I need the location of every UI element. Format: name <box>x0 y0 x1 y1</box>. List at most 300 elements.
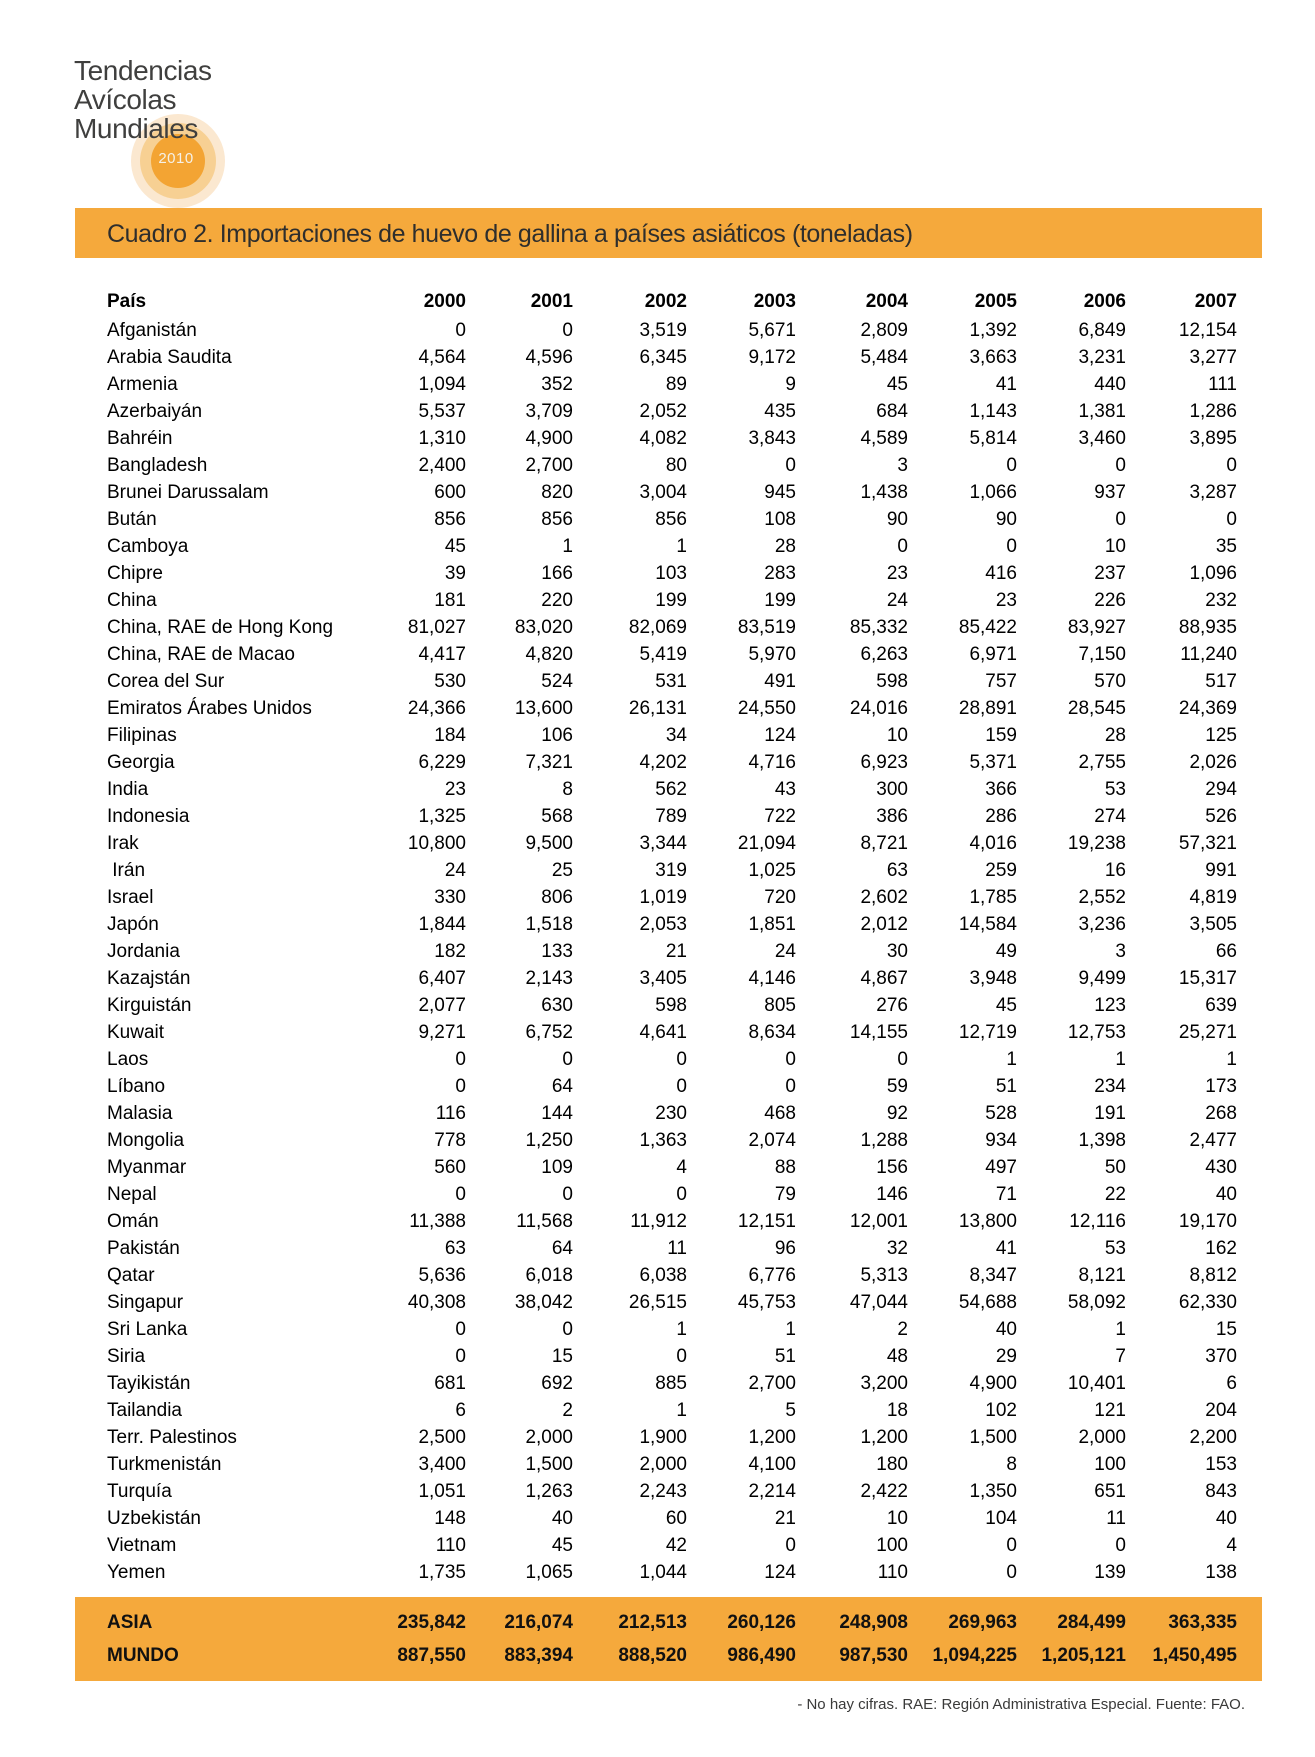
value-cell: 528 <box>985 1102 1017 1124</box>
value-cell: 1,094 <box>418 373 466 395</box>
value-cell: 66 <box>1215 940 1237 962</box>
country-cell: Israel <box>107 886 154 908</box>
table-row <box>107 857 1237 884</box>
table-header-row <box>107 286 1237 317</box>
value-cell: 10 <box>886 1507 908 1529</box>
value-cell: 21,094 <box>737 832 796 854</box>
value-cell: 63 <box>886 859 908 881</box>
value-cell: 2 <box>562 1399 573 1421</box>
value-cell: 103 <box>655 562 687 584</box>
value-cell: 283 <box>764 562 796 584</box>
value-cell: 62,330 <box>1178 1291 1237 1313</box>
value-cell: 191 <box>1094 1102 1126 1124</box>
value-cell: 5,636 <box>418 1264 466 1286</box>
totals-value-cell: 883,394 <box>504 1644 573 1666</box>
table-row <box>107 992 1237 1019</box>
value-cell: 3,236 <box>1078 913 1126 935</box>
value-cell: 4,819 <box>1189 886 1237 908</box>
value-cell: 100 <box>876 1534 908 1556</box>
value-cell: 856 <box>541 508 573 530</box>
value-cell: 6,776 <box>748 1264 796 1286</box>
table-row <box>107 641 1237 668</box>
table-row <box>107 1181 1237 1208</box>
value-cell: 2,809 <box>860 319 908 341</box>
table-row <box>107 452 1237 479</box>
value-cell: 4,016 <box>969 832 1017 854</box>
value-cell: 166 <box>541 562 573 584</box>
value-cell: 366 <box>985 778 1017 800</box>
value-cell: 11,388 <box>409 1210 466 1232</box>
value-cell: 3 <box>1115 940 1126 962</box>
value-cell: 12,116 <box>1069 1210 1126 1232</box>
table-row <box>107 1478 1237 1505</box>
value-cell: 3,004 <box>639 481 687 503</box>
value-cell: 0 <box>676 1048 687 1070</box>
country-cell: Azerbaiyán <box>107 400 203 422</box>
value-cell: 820 <box>541 481 573 503</box>
value-cell: 3,663 <box>969 346 1017 368</box>
country-cell: India <box>107 778 149 800</box>
value-cell: 23 <box>444 778 466 800</box>
value-cell: 1,363 <box>639 1129 687 1151</box>
value-cell: 2,602 <box>860 886 908 908</box>
value-cell: 1,200 <box>860 1426 908 1448</box>
value-cell: 23 <box>886 562 908 584</box>
value-cell: 1,263 <box>525 1480 573 1502</box>
value-cell: 88,935 <box>1178 616 1237 638</box>
value-cell: 4 <box>676 1156 687 1178</box>
value-cell: 45 <box>551 1534 573 1556</box>
country-cell: Camboya <box>107 535 189 557</box>
value-cell: 4,900 <box>525 427 573 449</box>
value-cell: 286 <box>985 805 1017 827</box>
logo-line-1: Tendencias <box>74 55 212 86</box>
value-cell: 1,900 <box>639 1426 687 1448</box>
column-header-country: País <box>107 290 147 312</box>
value-cell: 1 <box>676 1318 687 1340</box>
value-cell: 517 <box>1205 670 1237 692</box>
value-cell: 35 <box>1215 535 1237 557</box>
value-cell: 108 <box>764 508 796 530</box>
value-cell: 24,550 <box>737 697 796 719</box>
value-cell: 319 <box>655 859 687 881</box>
value-cell: 29 <box>995 1345 1017 1367</box>
value-cell: 1,096 <box>1189 562 1237 584</box>
value-cell: 0 <box>1115 508 1126 530</box>
value-cell: 6,752 <box>525 1021 573 1043</box>
value-cell: 2,012 <box>860 913 908 935</box>
value-cell: 4,867 <box>860 967 908 989</box>
table-body <box>107 317 1237 1586</box>
value-cell: 79 <box>774 1183 796 1205</box>
table-row <box>107 479 1237 506</box>
value-cell: 1,288 <box>860 1129 908 1151</box>
table-row <box>107 695 1237 722</box>
value-cell: 2,755 <box>1078 751 1126 773</box>
totals-value-cell: 235,842 <box>397 1611 466 1633</box>
value-cell: 4,082 <box>639 427 687 449</box>
value-cell: 0 <box>785 1048 796 1070</box>
value-cell: 0 <box>455 1183 466 1205</box>
country-cell: Vietnam <box>107 1534 177 1556</box>
value-cell: 5 <box>785 1399 796 1421</box>
value-cell: 3,519 <box>639 319 687 341</box>
value-cell: 2,500 <box>418 1426 466 1448</box>
value-cell: 0 <box>897 535 908 557</box>
value-cell: 162 <box>1205 1237 1237 1259</box>
value-cell: 82,069 <box>628 616 687 638</box>
value-cell: 6,971 <box>969 643 1017 665</box>
value-cell: 32 <box>886 1237 908 1259</box>
table-row <box>107 911 1237 938</box>
value-cell: 12,719 <box>958 1021 1017 1043</box>
value-cell: 49 <box>995 940 1017 962</box>
value-cell: 64 <box>551 1075 573 1097</box>
value-cell: 7,150 <box>1078 643 1126 665</box>
value-cell: 109 <box>541 1156 573 1178</box>
value-cell: 440 <box>1094 373 1126 395</box>
country-cell: China, RAE de Hong Kong <box>107 616 334 638</box>
value-cell: 0 <box>676 1345 687 1367</box>
value-cell: 34 <box>665 724 687 746</box>
value-cell: 2,077 <box>418 994 466 1016</box>
value-cell: 146 <box>876 1183 908 1205</box>
value-cell: 8,721 <box>860 832 908 854</box>
country-cell: Tayikistán <box>107 1372 191 1394</box>
value-cell: 692 <box>541 1372 573 1394</box>
value-cell: 25 <box>551 859 573 881</box>
value-cell: 524 <box>541 670 573 692</box>
column-header-year: 2001 <box>530 290 573 312</box>
value-cell: 1,392 <box>969 319 1017 341</box>
value-cell: 10,401 <box>1067 1372 1126 1394</box>
value-cell: 100 <box>1094 1453 1126 1475</box>
value-cell: 24,369 <box>1178 697 1237 719</box>
value-cell: 58,092 <box>1067 1291 1126 1313</box>
country-cell: Laos <box>107 1048 149 1070</box>
value-cell: 856 <box>655 508 687 530</box>
value-cell: 232 <box>1205 589 1237 611</box>
value-cell: 1,500 <box>969 1426 1017 1448</box>
value-cell: 60 <box>665 1507 687 1529</box>
value-cell: 2,052 <box>639 400 687 422</box>
value-cell: 806 <box>541 886 573 908</box>
value-cell: 530 <box>434 670 466 692</box>
value-cell: 22 <box>1104 1183 1126 1205</box>
value-cell: 3,405 <box>639 967 687 989</box>
country-cell: Armenia <box>107 373 178 395</box>
value-cell: 2,552 <box>1078 886 1126 908</box>
value-cell: 102 <box>985 1399 1017 1421</box>
value-cell: 88 <box>774 1156 796 1178</box>
value-cell: 0 <box>455 1048 466 1070</box>
value-cell: 5,371 <box>969 751 1017 773</box>
table-row <box>107 371 1237 398</box>
value-cell: 4,900 <box>969 1372 1017 1394</box>
value-cell: 416 <box>985 562 1017 584</box>
value-cell: 3,231 <box>1078 346 1126 368</box>
value-cell: 153 <box>1205 1453 1237 1475</box>
value-cell: 13,600 <box>514 697 573 719</box>
value-cell: 4,596 <box>525 346 573 368</box>
logo-line-3: Mundiales <box>74 113 199 144</box>
logo-wordmark <box>74 56 212 143</box>
value-cell: 230 <box>655 1102 687 1124</box>
value-cell: 2,026 <box>1189 751 1237 773</box>
value-cell: 560 <box>434 1156 466 1178</box>
value-cell: 0 <box>562 1318 573 1340</box>
value-cell: 104 <box>985 1507 1017 1529</box>
value-cell: 1 <box>1226 1048 1237 1070</box>
value-cell: 38,042 <box>514 1291 573 1313</box>
value-cell: 1,310 <box>418 427 466 449</box>
value-cell: 54,688 <box>958 1291 1017 1313</box>
value-cell: 468 <box>764 1102 796 1124</box>
value-cell: 5,814 <box>969 427 1017 449</box>
value-cell: 1,250 <box>525 1129 573 1151</box>
country-cell: Yemen <box>107 1561 166 1583</box>
table-title: Cuadro 2. Importaciones de huevo de gallina a países asiáticos (toneladas) <box>107 220 913 248</box>
value-cell: 5,419 <box>639 643 687 665</box>
value-cell: 2,214 <box>748 1480 796 1502</box>
imports-table <box>107 286 1237 1586</box>
value-cell: 57,321 <box>1178 832 1237 854</box>
totals-value-cell: 363,335 <box>1168 1611 1237 1633</box>
value-cell: 3,843 <box>748 427 796 449</box>
value-cell: 6,018 <box>525 1264 573 1286</box>
value-cell: 991 <box>1205 859 1237 881</box>
table-row <box>107 749 1237 776</box>
value-cell: 111 <box>1208 373 1237 395</box>
value-cell: 0 <box>1115 1534 1126 1556</box>
value-cell: 83,519 <box>737 616 796 638</box>
value-cell: 4,641 <box>639 1021 687 1043</box>
totals-value-cell: 888,520 <box>618 1644 687 1666</box>
country-cell: Omán <box>107 1210 159 1232</box>
value-cell: 2,700 <box>525 454 573 476</box>
value-cell: 4,146 <box>748 967 796 989</box>
table-row <box>107 317 1237 344</box>
value-cell: 639 <box>1205 994 1237 1016</box>
value-cell: 0 <box>455 1345 466 1367</box>
table-row <box>107 830 1237 857</box>
table-row <box>107 965 1237 992</box>
value-cell: 1,381 <box>1078 400 1126 422</box>
country-cell: Arabia Saudita <box>107 346 232 368</box>
value-cell: 5,537 <box>418 400 466 422</box>
value-cell: 598 <box>876 670 908 692</box>
value-cell: 1,025 <box>748 859 796 881</box>
value-cell: 1,438 <box>860 481 908 503</box>
totals-value-cell: 987,530 <box>839 1644 908 1666</box>
country-cell: China, RAE de Macao <box>107 643 295 665</box>
value-cell: 15,317 <box>1178 967 1237 989</box>
value-cell: 268 <box>1205 1102 1237 1124</box>
country-cell: Bahréin <box>107 427 173 449</box>
value-cell: 148 <box>434 1507 466 1529</box>
value-cell: 90 <box>995 508 1017 530</box>
value-cell: 4,589 <box>860 427 908 449</box>
country-cell: Nepal <box>107 1183 157 1205</box>
value-cell: 11 <box>1106 1507 1126 1529</box>
column-header-year: 2002 <box>644 290 687 312</box>
value-cell: 3,400 <box>418 1453 466 1475</box>
value-cell: 0 <box>897 1048 908 1070</box>
totals-value-cell: 269,963 <box>948 1611 1017 1633</box>
country-cell: Filipinas <box>107 724 177 746</box>
value-cell: 40 <box>551 1507 573 1529</box>
country-cell: Turkmenistán <box>107 1453 222 1475</box>
value-cell: 651 <box>1094 1480 1126 1502</box>
value-cell: 1,500 <box>525 1453 573 1475</box>
value-cell: 51 <box>995 1075 1017 1097</box>
value-cell: 0 <box>676 1183 687 1205</box>
value-cell: 23 <box>995 589 1017 611</box>
value-cell: 0 <box>455 1318 466 1340</box>
value-cell: 598 <box>655 994 687 1016</box>
value-cell: 123 <box>1094 994 1126 1016</box>
value-cell: 28,545 <box>1067 697 1126 719</box>
value-cell: 570 <box>1094 670 1126 692</box>
value-cell: 2,200 <box>1189 1426 1237 1448</box>
value-cell: 274 <box>1094 805 1126 827</box>
country-cell: Terr. Palestinos <box>107 1426 237 1448</box>
country-cell: Corea del Sur <box>107 670 225 692</box>
value-cell: 497 <box>985 1156 1017 1178</box>
value-cell: 294 <box>1205 778 1237 800</box>
value-cell: 21 <box>774 1507 796 1529</box>
value-cell: 562 <box>655 778 687 800</box>
table-row <box>107 1235 1237 1262</box>
value-cell: 1,019 <box>639 886 687 908</box>
column-header-year: 2000 <box>423 290 466 312</box>
value-cell: 4,820 <box>525 643 573 665</box>
value-cell: 2,000 <box>639 1453 687 1475</box>
totals-label-cell: ASIA <box>107 1611 153 1633</box>
value-cell: 0 <box>1226 508 1237 530</box>
value-cell: 21 <box>665 940 687 962</box>
value-cell: 25,271 <box>1178 1021 1237 1043</box>
value-cell: 125 <box>1205 724 1237 746</box>
logo-line-2: Avícolas <box>74 84 177 115</box>
value-cell: 11,240 <box>1180 643 1237 665</box>
country-cell: Afganistán <box>107 319 197 341</box>
value-cell: 5,671 <box>748 319 796 341</box>
table-row <box>107 1451 1237 1478</box>
column-header-year: 2004 <box>865 290 908 312</box>
value-cell: 7 <box>1115 1345 1126 1367</box>
value-cell: 96 <box>774 1237 796 1259</box>
value-cell: 843 <box>1205 1480 1237 1502</box>
value-cell: 124 <box>764 1561 796 1583</box>
value-cell: 3,287 <box>1189 481 1237 503</box>
value-cell: 531 <box>655 670 687 692</box>
value-cell: 720 <box>764 886 796 908</box>
value-cell: 7,321 <box>525 751 573 773</box>
value-cell: 6,229 <box>418 751 466 773</box>
value-cell: 1 <box>676 1399 687 1421</box>
country-cell: Georgia <box>107 751 175 773</box>
value-cell: 92 <box>886 1102 908 1124</box>
value-cell: 110 <box>877 1561 908 1583</box>
value-cell: 39 <box>444 562 466 584</box>
value-cell: 3,344 <box>639 832 687 854</box>
value-cell: 116 <box>435 1102 466 1124</box>
value-cell: 681 <box>434 1372 466 1394</box>
value-cell: 40 <box>995 1318 1017 1340</box>
value-cell: 8 <box>562 778 573 800</box>
value-cell: 11,568 <box>516 1210 573 1232</box>
column-header-year: 2006 <box>1083 290 1126 312</box>
value-cell: 1 <box>785 1318 796 1340</box>
value-cell: 8,121 <box>1078 1264 1126 1286</box>
value-cell: 13,800 <box>958 1210 1017 1232</box>
value-cell: 15 <box>1215 1318 1237 1340</box>
value-cell: 26,131 <box>628 697 687 719</box>
totals-value-cell: 260,126 <box>727 1611 796 1633</box>
value-cell: 3 <box>897 454 908 476</box>
country-cell: Líbano <box>107 1075 166 1097</box>
table-row <box>107 1424 1237 1451</box>
country-cell: Kuwait <box>107 1021 165 1043</box>
value-cell: 600 <box>434 481 466 503</box>
country-cell: Kirguistán <box>107 994 192 1016</box>
value-cell: 45 <box>995 994 1017 1016</box>
value-cell: 50 <box>1104 1156 1126 1178</box>
value-cell: 6,038 <box>639 1264 687 1286</box>
value-cell: 1,398 <box>1078 1129 1126 1151</box>
value-cell: 8,812 <box>1189 1264 1237 1286</box>
country-cell: Chipre <box>107 562 163 584</box>
value-cell: 1 <box>562 535 573 557</box>
value-cell: 234 <box>1094 1075 1126 1097</box>
value-cell: 138 <box>1205 1561 1237 1583</box>
totals-value-cell: 212,513 <box>618 1611 687 1633</box>
value-cell: 110 <box>435 1534 466 1556</box>
value-cell: 778 <box>434 1129 466 1151</box>
table-row <box>107 1019 1237 1046</box>
value-cell: 568 <box>541 805 573 827</box>
value-cell: 722 <box>764 805 796 827</box>
value-cell: 184 <box>434 724 466 746</box>
value-cell: 386 <box>876 805 908 827</box>
value-cell: 1,735 <box>418 1561 466 1583</box>
value-cell: 51 <box>774 1345 796 1367</box>
value-cell: 2,143 <box>525 967 573 989</box>
value-cell: 352 <box>541 373 573 395</box>
country-cell: Siria <box>107 1345 146 1367</box>
value-cell: 28 <box>774 535 796 557</box>
value-cell: 16 <box>1104 859 1126 881</box>
value-cell: 2,053 <box>639 913 687 935</box>
totals-value-cell: 1,205,121 <box>1041 1644 1126 1666</box>
value-cell: 945 <box>764 481 796 503</box>
value-cell: 1,143 <box>969 400 1017 422</box>
value-cell: 4,417 <box>418 643 466 665</box>
table-row <box>107 398 1237 425</box>
value-cell: 1,325 <box>418 805 466 827</box>
totals-value-cell: 887,550 <box>397 1644 466 1666</box>
table-row <box>107 803 1237 830</box>
value-cell: 885 <box>655 1372 687 1394</box>
value-cell: 144 <box>541 1102 573 1124</box>
value-cell: 237 <box>1094 562 1126 584</box>
country-cell: Mongolia <box>107 1129 185 1151</box>
table-row <box>107 1397 1237 1424</box>
value-cell: 259 <box>985 859 1017 881</box>
value-cell: 24 <box>774 940 796 962</box>
value-cell: 5,970 <box>748 643 796 665</box>
